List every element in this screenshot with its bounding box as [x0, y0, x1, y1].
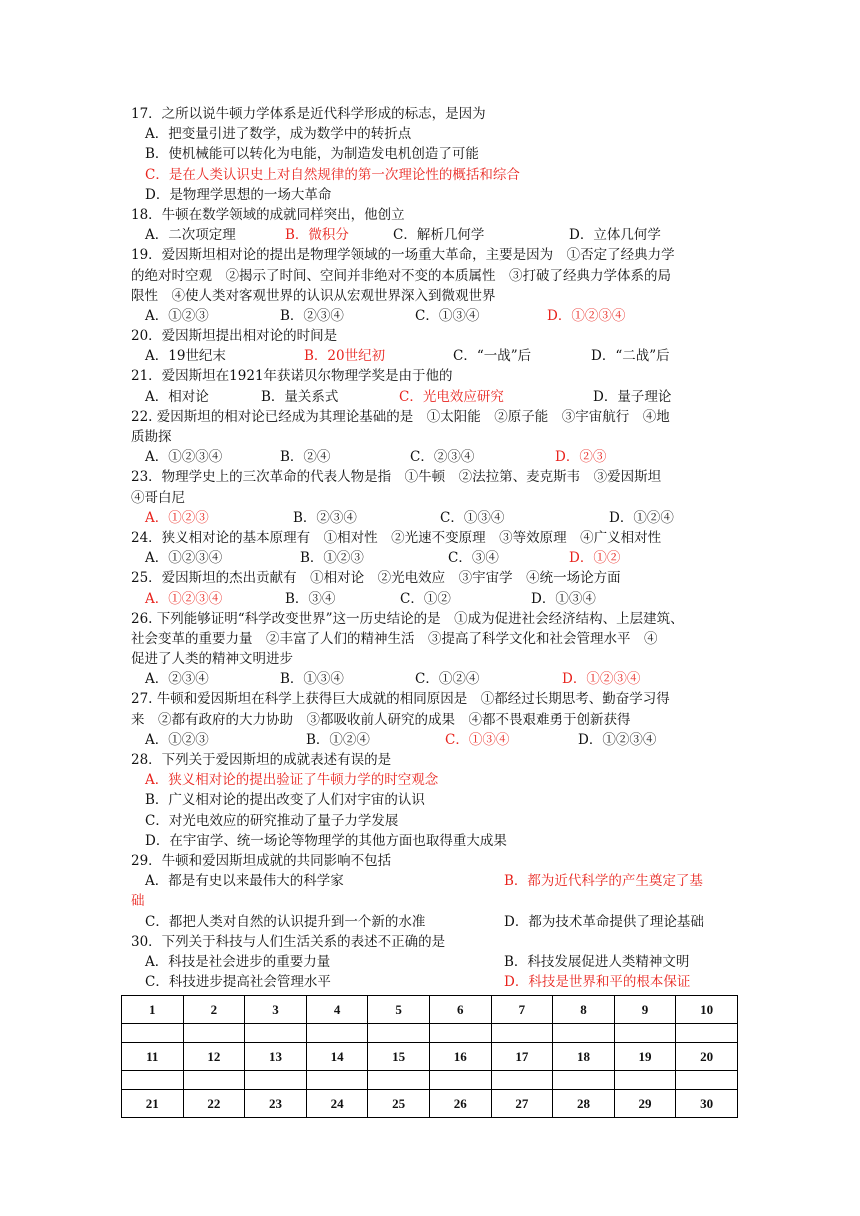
question-stem: 19．爱因斯坦相对论的提出是物理学领域的一场重大革命，主要是因为 ①否定了经典力学 [131, 247, 675, 264]
option-b-correct: B．都为近代科学的产生奠定了基 [504, 873, 703, 890]
option-line [131, 871, 741, 891]
option-c-correct: C．光电效应研究 [399, 388, 504, 405]
answer-table-number-row [122, 1090, 738, 1118]
answer-cell[interactable] [553, 1071, 615, 1090]
option-c-correct: C．①③④ [445, 731, 510, 748]
number-cell: 17 [491, 1043, 553, 1071]
question-stem: 18．牛顿在数学领域的成就同样突出，他创立 [131, 206, 405, 223]
answer-cell[interactable] [245, 1071, 307, 1090]
option-line [131, 346, 741, 366]
answer-cell[interactable] [122, 1071, 184, 1090]
option-a: A．①②③④ [145, 550, 223, 567]
option-c: C．①②④ [415, 671, 480, 688]
option-b: B．①②③ [300, 550, 364, 567]
answer-cell[interactable] [306, 1024, 368, 1043]
option-c: C．解析几何学 [393, 227, 485, 244]
answer-cell[interactable] [676, 1071, 738, 1090]
question-stem: 促进了人类的精神文明进步 [131, 651, 293, 668]
option-line [131, 387, 741, 407]
answer-cell[interactable] [491, 1071, 553, 1090]
option-line [131, 124, 741, 144]
number-cell: 6 [429, 996, 491, 1024]
option-a: A．19世纪末 [145, 348, 226, 365]
number-cell: 9 [614, 996, 676, 1024]
option-line [131, 952, 741, 972]
option-line [131, 225, 741, 245]
option-a: A．科技是社会进步的重要力量 [145, 953, 331, 970]
option-d-correct: D．①②③④ [562, 671, 641, 688]
option-d-correct: D．科技是世界和平的根本保证 [504, 974, 691, 991]
option-d: D．在宇宙学、统一场论等物理学的其他方面也取得重大成果 [145, 832, 507, 849]
option-c: C．科技进步提高社会管理水平 [145, 974, 331, 991]
answer-cell[interactable] [614, 1071, 676, 1090]
option-d: D．量子理论 [593, 388, 672, 405]
option-b-correct: B．微积分 [285, 227, 349, 244]
option-b: B．①②④ [306, 731, 370, 748]
option-d: D．①②④ [609, 509, 674, 526]
option-d-correct: D．①②③④ [547, 307, 626, 324]
option-d: D．①②③④ [578, 731, 657, 748]
question-stem: 来 ②都有政府的大力协助 ③都吸收前人研究的成果 ④都不畏艰难勇于创新获得 [131, 711, 631, 728]
number-cell: 3 [245, 996, 307, 1024]
question-stem: 25．爱因斯坦的杰出贡献有 ①相对论 ②光电效应 ③宇宙学 ④统一场论方面 [131, 570, 621, 587]
option-line [131, 912, 741, 932]
answer-cell[interactable] [553, 1024, 615, 1043]
answer-table-blank-row [122, 1024, 738, 1043]
number-cell: 1 [122, 996, 184, 1024]
number-cell: 10 [676, 996, 738, 1024]
option-b: B．量关系式 [261, 388, 339, 405]
answer-cell[interactable] [183, 1024, 245, 1043]
option-d: D．“二战”后 [591, 348, 670, 365]
answer-table-number-row [122, 1043, 738, 1071]
number-cell: 18 [553, 1043, 615, 1071]
number-cell: 2 [183, 996, 245, 1024]
option-c: C．对光电效应的研究推动了量子力学发展 [145, 812, 399, 829]
number-cell: 25 [368, 1090, 430, 1118]
answer-cell[interactable] [368, 1024, 430, 1043]
question-stem: 的绝对时空观 ②揭示了时间、空间并非绝对不变的本质属性 ③打破了经典力学体系的局 [131, 267, 671, 284]
option-c: C．①② [400, 590, 451, 607]
option-line [131, 972, 741, 992]
question-stem: ④哥白尼 [131, 489, 185, 506]
option-line [131, 669, 741, 689]
option-b: B．使机械能可以转化为电能，为制造发电机创造了可能 [145, 146, 479, 163]
option-line [131, 730, 741, 750]
number-cell: 13 [245, 1043, 307, 1071]
answer-table-number-row [122, 996, 738, 1024]
option-line [131, 790, 741, 810]
question-stem: 限性 ④使人类对客观世界的认识从宏观世界深入到微观世界 [131, 287, 496, 304]
question-stem: 26. 下列能够证明“科学改变世界”这一历史结论的是 ①成为促进社会经济结构、上层建筑、 [131, 610, 684, 627]
option-line [131, 165, 741, 185]
number-cell: 11 [122, 1043, 184, 1071]
question-stem: 22. 爱因斯坦的相对论已经成为其理论基础的是 ①太阳能 ②原子能 ③宇宙航行 ④地 [131, 408, 670, 425]
option-b: B．②④ [280, 449, 331, 466]
number-cell: 15 [368, 1043, 430, 1071]
answer-table [121, 995, 738, 1118]
number-cell: 8 [553, 996, 615, 1024]
number-cell: 23 [245, 1090, 307, 1118]
option-a-correct: A．狭义相对论的提出验证了牛顿力学的时空观念 [145, 772, 439, 789]
number-cell: 29 [614, 1090, 676, 1118]
option-line [131, 831, 741, 851]
option-c: C．③④ [448, 550, 499, 567]
number-cell: 5 [368, 996, 430, 1024]
option-b: B．②③④ [293, 509, 357, 526]
question-stem: 社会变革的重要力量 ②丰富了人们的精神生活 ③提高了科学文化和社会管理水平 ④ [131, 630, 658, 647]
option-c: C．①③④ [415, 307, 480, 324]
number-cell: 14 [306, 1043, 368, 1071]
option-a-correct: A．①②③④ [145, 590, 223, 607]
option-b: B．科技发展促进人类精神文明 [504, 953, 690, 970]
answer-cell[interactable] [614, 1024, 676, 1043]
number-cell: 16 [429, 1043, 491, 1071]
answer-cell[interactable] [429, 1071, 491, 1090]
option-b-continued: 础 [131, 893, 145, 910]
option-a: A．都是有史以来最伟大的科学家 [145, 873, 344, 890]
answer-cell[interactable] [429, 1024, 491, 1043]
number-cell: 27 [491, 1090, 553, 1118]
question-stem: 24．狭义相对论的基本原理有 ①相对性 ②光速不变原理 ③等效原理 ④广义相对性 [131, 529, 662, 546]
option-b: B．①③④ [280, 671, 344, 688]
option-b: B．③④ [285, 590, 336, 607]
option-line [131, 447, 741, 467]
option-d-correct: D．①② [569, 550, 621, 567]
option-d-correct: D．②③ [555, 449, 607, 466]
option-d: D．①③④ [531, 590, 596, 607]
option-a: A．①②③ [145, 307, 209, 324]
option-line [131, 891, 741, 911]
option-a: A．②③④ [145, 671, 209, 688]
option-c: C．“一战”后 [453, 348, 532, 365]
number-cell: 22 [183, 1090, 245, 1118]
option-d: D．是物理学思想的一场大革命 [145, 186, 332, 203]
number-cell: 12 [183, 1043, 245, 1071]
question-list [131, 104, 741, 992]
number-cell: 26 [429, 1090, 491, 1118]
question-stem: 29．牛顿和爱因斯坦成就的共同影响不包括 [131, 852, 392, 869]
option-c: C．②③④ [410, 449, 475, 466]
option-b: B．②③④ [280, 307, 344, 324]
answer-cell[interactable] [676, 1024, 738, 1043]
option-c: C．都把人类对自然的认识提升到一个新的水准 [145, 913, 426, 930]
option-d: D．都为技术革命提供了理论基础 [504, 913, 704, 930]
option-a: A．①②③ [145, 731, 209, 748]
number-cell: 21 [122, 1090, 184, 1118]
number-cell: 7 [491, 996, 553, 1024]
option-line [131, 185, 741, 205]
answer-table-blank-row [122, 1071, 738, 1090]
number-cell: 19 [614, 1043, 676, 1071]
option-line [131, 589, 741, 609]
option-line [131, 811, 741, 831]
option-a: A．二次项定理 [145, 227, 236, 244]
answer-cell[interactable] [368, 1071, 430, 1090]
question-stem: 17．之所以说牛顿力学体系是近代科学形成的标志，是因为 [131, 106, 486, 122]
answer-cell[interactable] [306, 1071, 368, 1090]
answer-cell[interactable] [183, 1071, 245, 1090]
question-stem: 23．物理学史上的三次革命的代表人物是指 ①牛顿 ②法拉第、麦克斯韦 ③爱因斯坦 [131, 469, 662, 486]
question-stem: 质勘探 [131, 429, 172, 445]
option-a: A．相对论 [145, 388, 209, 405]
answer-cell[interactable] [491, 1024, 553, 1043]
option-line [131, 508, 741, 528]
option-b: B．广义相对论的提出改变了人们对宇宙的认识 [145, 792, 425, 809]
number-cell: 30 [676, 1090, 738, 1118]
option-c: C．①③④ [440, 509, 505, 526]
question-stem: 20．爱因斯坦提出相对论的时间是 [131, 328, 338, 345]
option-a-correct: A．①②③ [145, 509, 209, 526]
question-stem: 30．下列关于科技与人们生活关系的表述不正确的是 [131, 933, 446, 950]
question-stem: 21．爱因斯坦在1921年获诺贝尔物理学奖是由于他的 [131, 368, 453, 385]
number-cell: 20 [676, 1043, 738, 1071]
option-line [131, 306, 741, 326]
answer-cell[interactable] [122, 1024, 184, 1043]
option-c-correct: C．是在人类认识史上对自然规律的第一次理论性的概括和综合 [145, 166, 520, 183]
option-line [131, 144, 741, 164]
option-a: A．把变量引进了数学，成为数学中的转折点 [145, 126, 412, 143]
number-cell: 4 [306, 996, 368, 1024]
question-stem: 28．下列关于爱因斯坦的成就表述有误的是 [131, 752, 392, 768]
number-cell: 28 [553, 1090, 615, 1118]
option-line [131, 548, 741, 568]
option-a: A．①②③④ [145, 449, 223, 466]
option-line [131, 770, 741, 790]
answer-cell[interactable] [245, 1024, 307, 1043]
option-b-correct: B．20世纪初 [304, 348, 386, 365]
option-d: D．立体几何学 [569, 227, 661, 244]
question-stem: 27. 牛顿和爱因斯坦在科学上获得巨大成就的相同原因是 ①都经过长期思考、勤奋学习得 [131, 691, 670, 708]
number-cell: 24 [306, 1090, 368, 1118]
